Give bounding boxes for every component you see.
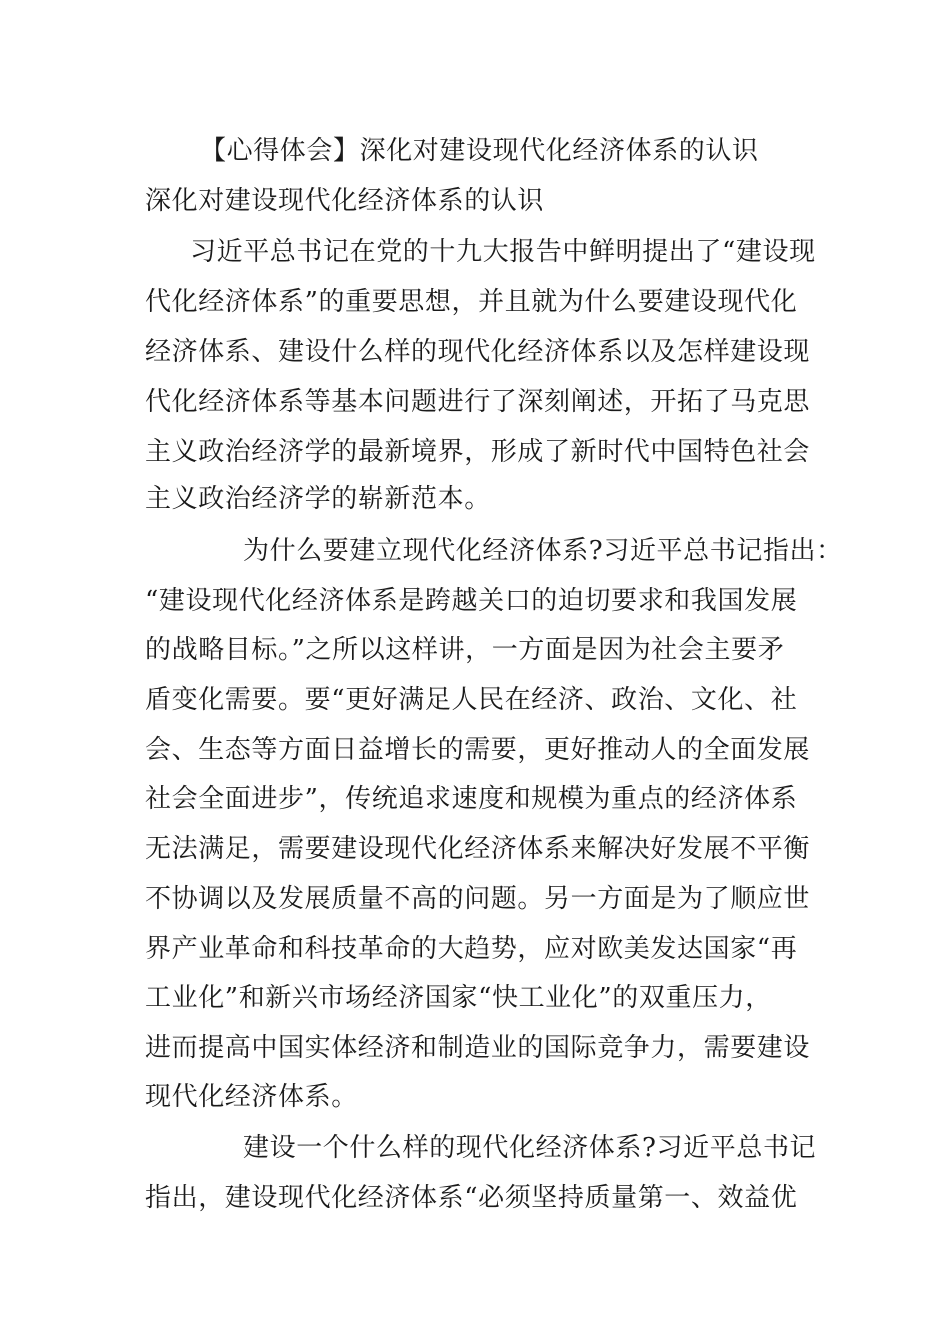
paragraph-2-line-8: 不协调以及发展质量不高的问题。另一方面是为了顺应世 xyxy=(145,884,811,914)
paragraph-2-line-9: 界产业革命和科技革命的大趋势，应对欧美发达国家“再 xyxy=(145,934,798,964)
document-title: 【心得体会】深化对建设现代化经济体系的认识 xyxy=(200,136,759,166)
paragraph-3-line-2: 指出，建设现代化经济体系“必须坚持质量第一、效益优 xyxy=(145,1183,798,1213)
paragraph-2-line-6: 社会全面进步”，传统追求速度和规模为重点的经济体系 xyxy=(145,784,798,814)
paragraph-2-line-7: 无法满足，需要建设现代化经济体系来解决好发展不平衡 xyxy=(145,834,811,864)
paragraph-2-line-11: 进而提高中国实体经济和制造业的国际竞争力，需要建设 xyxy=(145,1033,811,1063)
paragraph-1-line-4: 代化经济体系等基本问题进行了深刻阐述，开拓了马克思 xyxy=(145,387,811,417)
paragraph-2-line-3: 的战略目标。”之所以这样讲，一方面是因为社会主要矛 xyxy=(145,635,785,665)
paragraph-2-line-4: 盾变化需要。要“更好满足人民在经济、政治、文化、社 xyxy=(145,685,798,715)
paragraph-2-line-10: 工业化”和新兴市场经济国家“快工业化”的双重压力， xyxy=(145,983,772,1013)
document-subtitle: 深化对建设现代化经济体系的认识 xyxy=(145,186,545,216)
paragraph-2-line-2: “建设现代化经济体系是跨越关口的迫切要求和我国发展 xyxy=(145,586,798,616)
paragraph-1-line-6: 主义政治经济学的崭新范本。 xyxy=(145,484,491,514)
paragraph-2-line-12: 现代化经济体系。 xyxy=(145,1082,358,1112)
paragraph-2-line-5: 会、生态等方面日益增长的需要，更好推动人的全面发展 xyxy=(145,735,811,765)
paragraph-1-line-1: 习近平总书记在党的十九大报告中鲜明提出了“建设现 xyxy=(190,237,816,267)
paragraph-1-line-5: 主义政治经济学的最新境界，形成了新时代中国特色社会 xyxy=(145,437,811,467)
paragraph-1-line-2: 代化经济体系”的重要思想，并且就为什么要建设现代化 xyxy=(145,287,798,317)
paragraph-3-line-1: 建设一个什么样的现代化经济体系?习近平总书记 xyxy=(243,1133,817,1163)
paragraph-2-line-1: 为什么要建立现代化经济体系?习近平总书记指出： xyxy=(243,536,843,566)
paragraph-1-line-3: 经济体系、建设什么样的现代化经济体系以及怎样建设现 xyxy=(145,337,811,367)
